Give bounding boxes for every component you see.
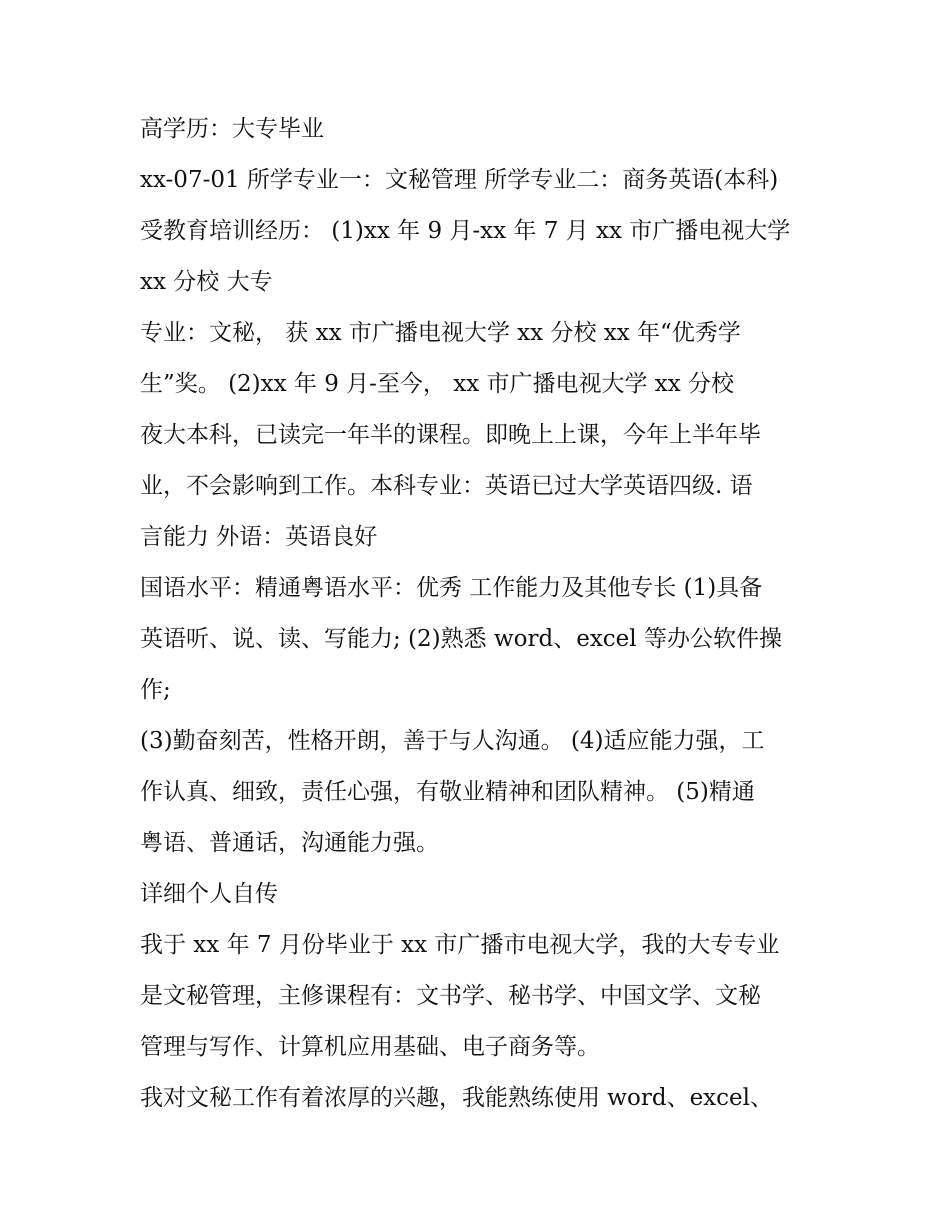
text-line-night-school: 夜大本科，已读完一年半的课程。即晚上上课，今年上半年毕	[140, 422, 761, 448]
text-line-courses: 是文秘管理，主修课程有：文书学、秘书学、中国文学、文秘	[140, 983, 761, 1009]
text-line-language-ability: 言能力 外语：英语良好	[140, 524, 378, 550]
text-line-majors: xx-07-01 所学专业一：文秘管理 所学专业二：商务英语(本科)	[140, 167, 779, 193]
text-line-award: 专业：文秘， 获 xx 市广播电视大学 xx 分校 xx 年“优秀学	[140, 320, 741, 346]
resume-text-body	[140, 104, 820, 1124]
text-line-highest-education: 高学历：大专毕业	[140, 116, 324, 142]
text-line-interest: 我对文秘工作有着浓厚的兴趣，我能熟练使用 word、excel、	[140, 1085, 773, 1111]
text-line-english-level: 业，不会影响到工作。本科专业：英语已过大学英语四级. 语	[140, 473, 753, 499]
text-line-education-history: 受教育培训经历： (1)xx 年 9 月-xx 年 7 月 xx 市广播电视大学	[140, 218, 791, 244]
text-line-personality: (3)勤奋刻苦，性格开朗，善于与人沟通。 (4)适应能力强，工	[140, 728, 765, 754]
text-line-office-software: 英语听、说、读、写能力; (2)熟悉 word、excel 等办公软件操	[140, 626, 782, 652]
text-line-branch-college: xx 分校 大专	[140, 269, 273, 295]
text-line-courses-continued: 管理与写作、计算机应用基础、电子商务等。	[140, 1034, 600, 1060]
text-line-work-attitude: 作认真、细致，责任心强，有敬业精神和团队精神。 (5)精通	[140, 779, 755, 805]
text-line-communication: 粤语、普通话，沟通能力强。	[140, 830, 439, 856]
text-line-award-continued: 生”奖。 (2)xx 年 9 月-至今， xx 市广播电视大学 xx 分校	[140, 371, 735, 397]
text-line-dialect-skills: 国语水平：精通粤语水平：优秀 工作能力及其他专长 (1)具备	[140, 575, 763, 601]
text-line-graduation: 我于 xx 年 7 月份毕业于 xx 市广播市电视大学，我的大专专业	[140, 932, 780, 958]
section-heading-autobiography: 详细个人自传	[140, 881, 278, 907]
text-line-office-software-end: 作;	[140, 677, 171, 703]
